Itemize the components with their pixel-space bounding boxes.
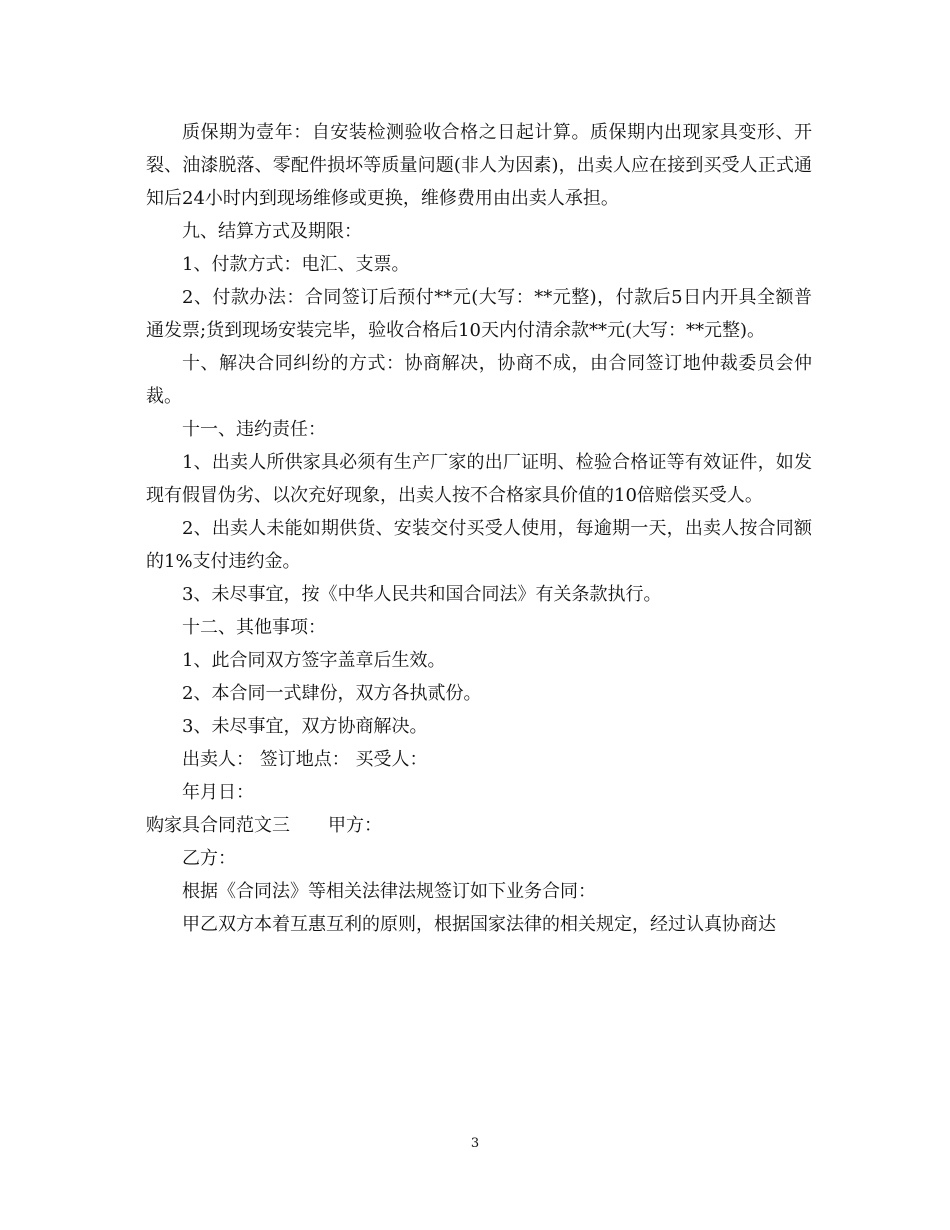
paragraph-section-10-dispute: 十、解决合同纠纷的方式：协商解决，协商不成，由合同签订地仲裁委员会仲裁。: [146, 353, 812, 407]
paragraph-other-1: 1、此合同双方签字盖章后生效。: [182, 650, 446, 671]
paragraph-party-b: 乙方：: [182, 848, 236, 869]
paragraph-payment-terms: 2、付款办法：合同签订后预付**元(大写：**元整)，付款后5日内开具全额普通发票;货到现场安装完毕，验收合格后10天内付清余款**元(大写：**元整)。: [146, 287, 812, 341]
paragraph-other-2: 2、本合同一式肆份，双方各执贰份。: [182, 683, 482, 704]
paragraph-section-12-heading: 十二、其他事项：: [182, 617, 326, 638]
document-body: [146, 116, 812, 941]
paragraph-date-line: 年月日：: [182, 782, 254, 803]
paragraph-liability-1: 1、出卖人所供家具必须有生产厂家的出厂证明、检验合格证等有效证件，如发现有假冒伪劣、以次充好现象，出卖人按不合格家具价值的10倍赔偿买受人。: [146, 452, 812, 506]
paragraph-warranty: 质保期为壹年：自安装检测验收合格之日起计算。质保期内出现家具变形、开裂、油漆脱落、零配件损坏等质量问题(非人为因素)，出卖人应在接到买受人正式通知后24小时内到现场维修或更换，维修费用由出卖人承担。: [146, 122, 812, 209]
paragraph-legal-basis: 根据《合同法》等相关法律法规签订如下业务合同：: [182, 881, 596, 902]
contract-three-title: 购家具合同范文三: [146, 815, 290, 836]
paragraph-section-9-heading: 九、结算方式及期限：: [182, 221, 362, 242]
paragraph-other-3: 3、未尽事宜，双方协商解决。: [182, 716, 428, 737]
page-number: 3: [470, 1136, 480, 1151]
paragraph-liability-3: 3、未尽事宜，按《中华人民共和国合同法》有关条款执行。: [182, 584, 662, 605]
party-a-label: 甲方：: [328, 815, 382, 836]
paragraph-liability-2: 2、出卖人未能如期供货、安装交付买受人使用，每逾期一天，出卖人按合同额的1%支付违约金。: [146, 518, 812, 572]
paragraph-payment-method: 1、付款方式：电汇、支票。: [182, 254, 410, 275]
paragraph-section-11-heading: 十一、违约责任：: [182, 419, 326, 440]
paragraph-principle: 甲乙双方本着互惠互利的原则，根据国家法律的相关规定，经过认真协商达: [182, 914, 776, 935]
contract-three-heading-line: [146, 809, 812, 842]
paragraph-signature-line: 出卖人： 签订地点： 买受人：: [182, 749, 428, 770]
